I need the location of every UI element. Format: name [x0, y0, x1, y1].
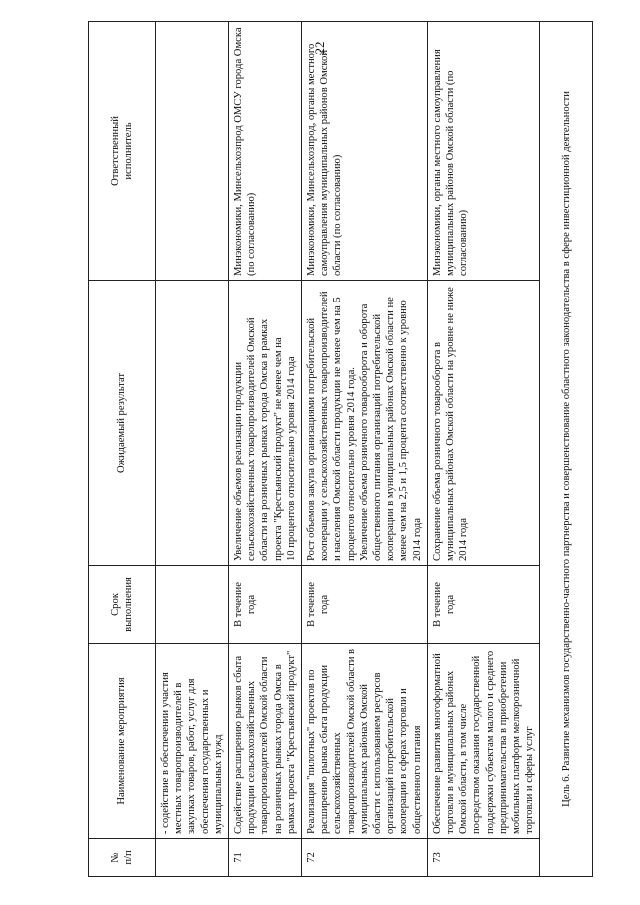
table-row	[302, 22, 428, 877]
header-name: Наименование мероприятия	[89, 644, 156, 839]
row-name: - содействие в обеспечении участия местных товаропроизводителей в закупках товаров, работ, услуг для обеспечения государственных и муниципальных нужд	[156, 644, 229, 839]
row-executor: Минэкономики, Минсельхозпрод, органы местного самоуправления муниципальных районов Омской области (по согласованию)	[302, 22, 428, 281]
row-executor: Минэкономики, органы местного самоуправления муниципальных районов Омской области (по согласованию)	[427, 22, 540, 281]
row-term	[156, 566, 229, 644]
row-result: Рост объемов закупа организациями потребительской кооперации у сельскохозяйственных товаропроизводителей и населения Омской области продукции не менее чем на 5 процентов относительно уровня 2014 года. Увеличение объема розничного товарооборота и оборота общественного питания организаций потребительской кооперации в муниципальных районах Омской области не менее чем на 2,5 и 1,5 процента соответственно к уровню 2014 года	[302, 281, 428, 566]
rotated-table-container	[88, 22, 618, 877]
goal-heading: Цель 6. Развитие механизмов государственно-частного партнерства и совершенствование областного законодательства в сфере инвестиционной деятельности	[540, 22, 593, 877]
row-executor	[156, 22, 229, 281]
header-executor: Ответственный исполнитель	[89, 22, 156, 281]
row-num: 72	[302, 839, 428, 877]
header-result: Ожидаемый результат	[89, 281, 156, 566]
measures-table	[88, 21, 593, 877]
row-result	[156, 281, 229, 566]
table-row	[229, 22, 302, 877]
table-row	[156, 22, 229, 877]
row-result: Сохранение объема розничного товарооборота в муниципальных районах Омской области на уровне не ниже 2014 года	[427, 281, 540, 566]
row-name: Обеспечение развития многоформатной торговли в муниципальных районах Омской области, в том числе посредством оказания государственной поддержки субъектам малого и среднего предпринимательства в приобретении мобильных платформ мелкорозничной торговли и сферы услуг	[427, 644, 540, 839]
row-num: 73	[427, 839, 540, 877]
row-name: Реализация "пилотных" проектов по расширению рынка сбыта продукции сельскохозяйственных товаропроизводителей Омской области в муниципальных районах Омской области с использованием ресурсов организаций потребительской кооперации в сферах торговли и общественного питания	[302, 644, 428, 839]
table-row	[427, 22, 540, 877]
row-num	[156, 839, 229, 877]
goal-row	[540, 22, 593, 877]
header-term: Срок выполнения	[89, 566, 156, 644]
header-num: № п/п	[89, 839, 156, 877]
row-num: 71	[229, 839, 302, 877]
table-stage	[88, 22, 618, 877]
row-term: В течение года	[427, 566, 540, 644]
row-executor: Минэкономики, Минсельхозпрод ОМСУ города Омска (по согласованию)	[229, 22, 302, 281]
row-term: В течение года	[302, 566, 428, 644]
row-name: Содействие расширению рынков сбыта продукции сельскохозяйственных товаропроизводителей Омской области на розничных рынках города Омска в рамках проекта "Крестьянский продукт"	[229, 644, 302, 839]
header-row	[89, 22, 156, 877]
row-term: В течение года	[229, 566, 302, 644]
row-result: Увеличение объемов реализации продукции сельскохозяйственных товаропроизводителей Омской области на розничных рынках города Омска в рамках проекта "Крестьянский продукт" не менее чем на 10 процентов относительно уровня 2014 года	[229, 281, 302, 566]
